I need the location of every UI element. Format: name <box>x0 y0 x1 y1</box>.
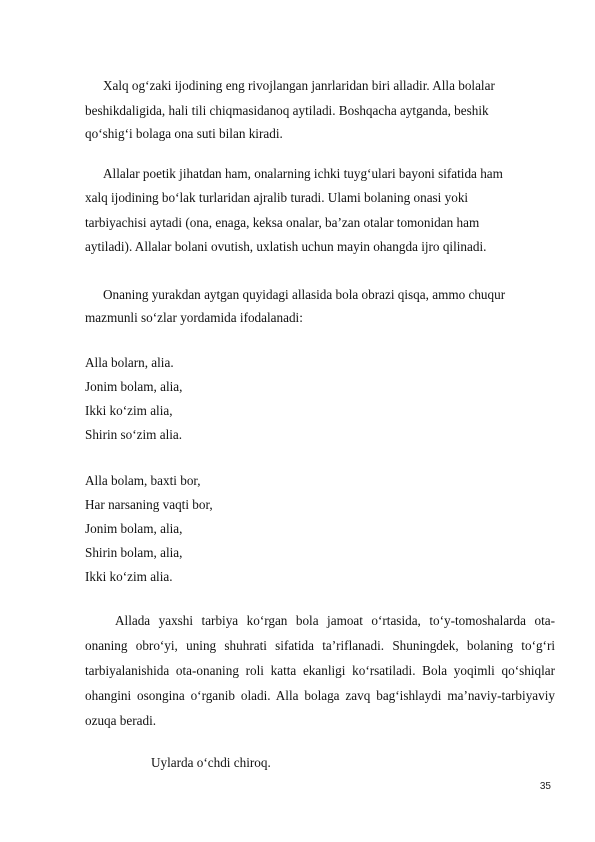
paragraph-2-line-3: tarbiyachisi aytadi (ona, enaga, keksa onalar, ba’zan otalar tomonidan ham <box>85 215 480 230</box>
paragraph-3-line-1: Onaning yurakdan aytgan quyidagi allasida bola obrazi qisqa, ammo chuqur <box>103 287 506 302</box>
paragraph-1-line-3: qo‘shig‘i bolaga ona suti bilan kiradi. <box>85 126 283 141</box>
poem-line: Jonim bolam, alia, <box>85 379 183 394</box>
paragraph-2-line-1: Allalar poetik jihatdan ham, onalarning ichki tuyg‘ulari bayoni sifatida ham <box>103 166 503 181</box>
paragraph-1-line-2: beshikdaligida, hali tili chiqmasidanoq aytiladi. Boshqacha aytganda, beshik <box>85 103 489 118</box>
paragraph-3-line-2: mazmunli so‘zlar yordamida ifodalanadi: <box>85 310 303 325</box>
paragraph-2-line-2: xalq ijodining bo‘lak turlaridan ajralib turadi. Ulami bolaning onasi yoki <box>85 190 469 205</box>
paragraph-1-line-1: Xalq og‘zaki ijodining eng rivojlangan janrlaridan biri alladir. Alla bolalar <box>103 78 495 93</box>
poem-line: Jonim bolam, alia, <box>85 521 183 536</box>
poem-line: Har narsaning vaqti bor, <box>85 497 213 512</box>
poem-line: Shirin so‘zim alia. <box>85 427 183 442</box>
poem-line: Ikki ko‘zim alia, <box>85 403 173 418</box>
paragraph-4 <box>85 608 555 733</box>
poem-line: Shirin bolam, alia, <box>85 545 183 560</box>
poem-line: Alla bolarn, alia. <box>85 355 174 370</box>
poem-line: Alla bolam, baxti bor, <box>85 473 201 488</box>
paragraph-2-line-4: aytiladi). Allalar bolani ovutish, uxlatish uchun mayin ohangda ijro qilinadi. <box>85 239 487 254</box>
page-number: 35 <box>539 781 551 792</box>
section-title: Uylarda o‘chdi chiroq. <box>151 755 271 770</box>
poem-line: Ikki ko‘zim alia. <box>85 569 173 584</box>
paragraph-4-text: Allada yaxshi tarbiya ko‘rgan bola jamoat o‘rtasida, to‘y-tomoshalarda ota-onaning obro‘yi, uning shuhrati sifatida ta’riflanadi. Shuningdek, bolaning to‘g‘ri tarbiyalanishida ota-onaning roli katta ekanligi ko‘rsatiladi. Bola yoqimli qo‘shiqlar ohangini osongina o‘rganib oladi. Alla bolaga zavq bag‘ishlaydi ma’naviy-tarbiyaviy ozuqa beradi. <box>85 613 555 728</box>
